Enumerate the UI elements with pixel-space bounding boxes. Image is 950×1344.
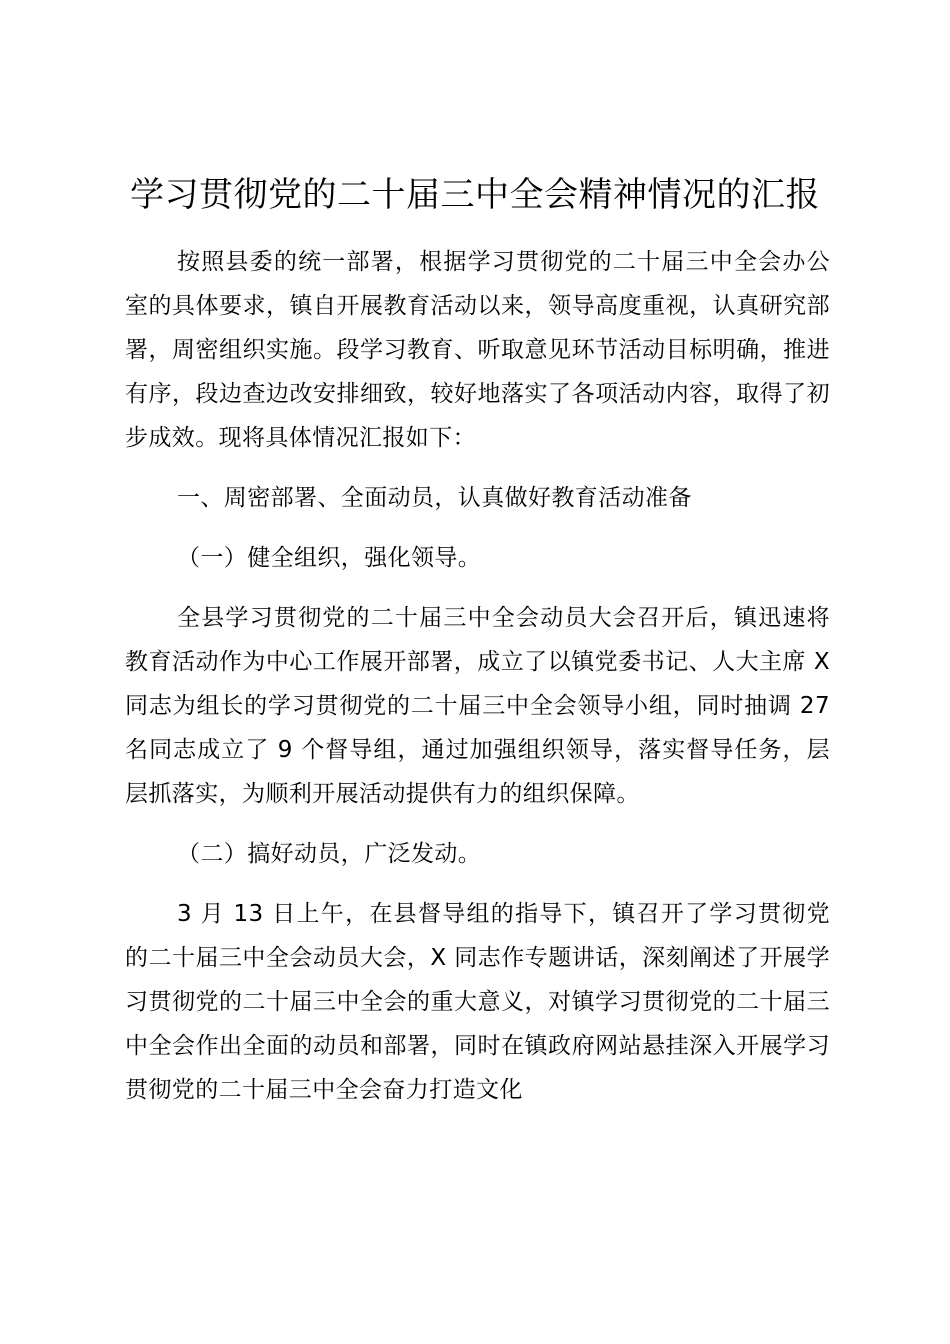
document-body xyxy=(125,240,830,1112)
body-paragraph-2: 3 月 13 日上午，在县督导组的指导下，镇召开了学习贯彻党的二十届三中全会动员大会，X 同志作专题讲话，深刻阐述了开展学习贯彻党的二十届三中全会的重大意义，对镇学习贯彻党的二十届三中全会作出全面的动员和部署，同时在镇政府网站悬挂深入开展学习贯彻党的二十届三中全会奋力打造文化 xyxy=(125,901,830,1103)
section-heading-1: 一、周密部署、全面动员，认真做好教育活动准备 xyxy=(177,485,692,511)
document-title: 学习贯彻党的二十届三中全会精神情况的汇报 xyxy=(130,175,820,215)
subsection-heading-2: （二）搞好动员，广泛发动。 xyxy=(177,841,482,867)
subsection-heading-1: （一）健全组织，强化领导。 xyxy=(177,545,482,571)
body-paragraph-1: 全县学习贯彻党的二十届三中全会动员大会召开后，镇迅速将教育活动作为中心工作展开部署，成立了以镇党委书记、人大主席 X 同志为组长的学习贯彻党的二十届三中全会领导小组，同时抽调 27 名同志成立了 9 个督导组，通过加强组织领导，落实督导任务，层层抓落实，为顺利开展活动提供有力的组织保障。 xyxy=(125,605,830,807)
intro-paragraph: 按照县委的统一部署，根据学习贯彻党的二十届三中全会办公室的具体要求，镇自开展教育活动以来，领导高度重视，认真研究部署，周密组织实施。段学习教育、听取意见环节活动目标明确，推进有序，段边查边改安排细致，较好地落实了各项活动内容，取得了初步成效。现将具体情况汇报如下： xyxy=(125,249,830,451)
